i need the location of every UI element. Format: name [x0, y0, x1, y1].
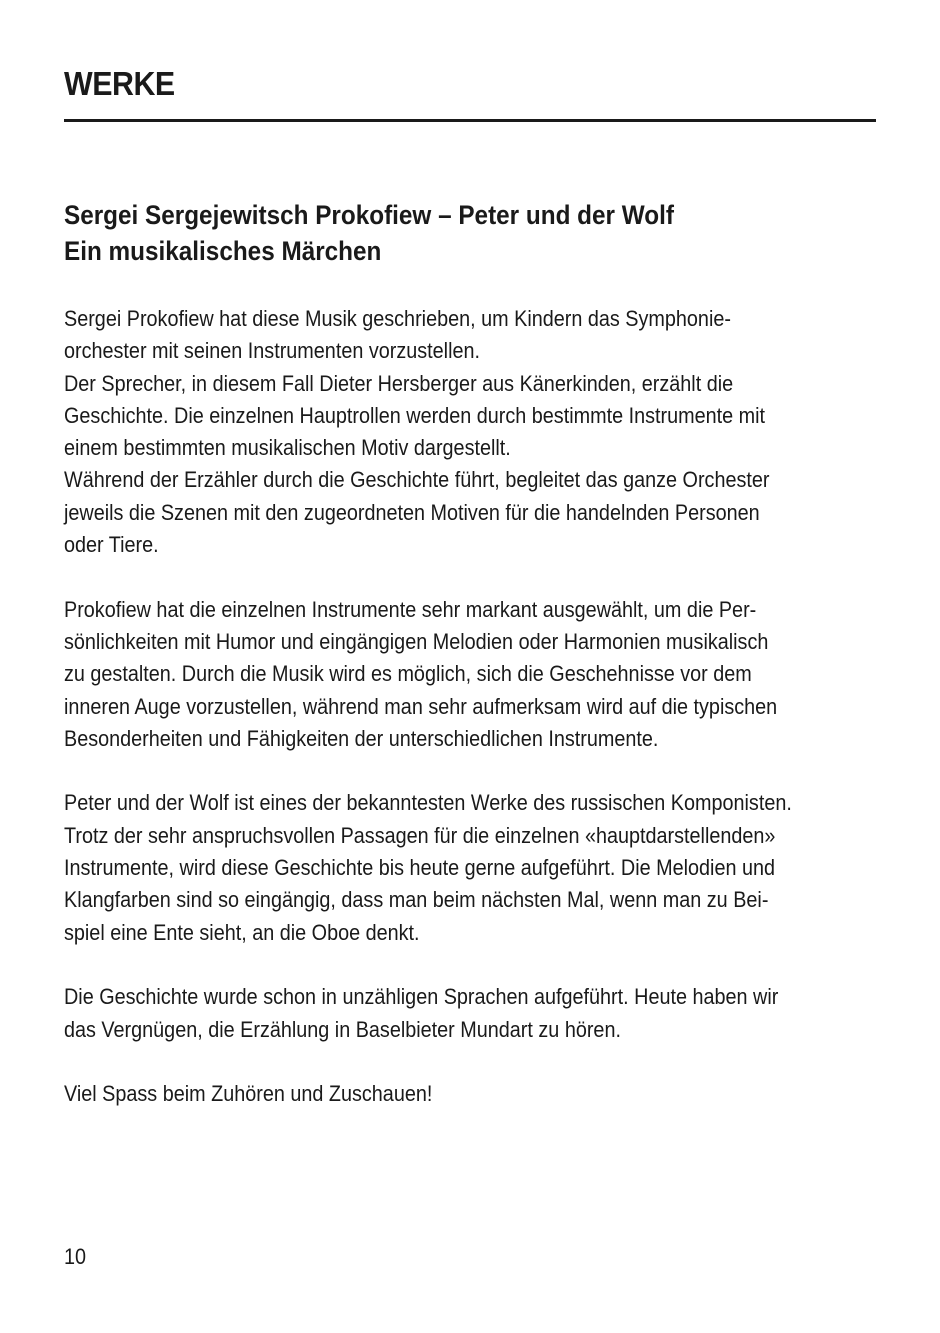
paragraph-instruments [64, 594, 874, 755]
page-number: 10 [64, 1244, 87, 1269]
text-line: Klangfarben sind so eingängig, dass man beim nächsten Mal, wenn man zu Bei- [64, 887, 769, 913]
text-line: Peter und der Wolf ist eines der bekanntesten Werke des russischen Komponisten. [64, 790, 792, 816]
work-subtitle: Ein musikalisches Märchen [64, 236, 382, 266]
text-line: inneren Auge vorzustellen, während man sehr aufmerksam wird auf die typischen [64, 693, 778, 719]
paragraph-languages [64, 981, 874, 1046]
paragraph-popularity [64, 787, 874, 948]
text-line: Trotz der sehr anspruchsvollen Passagen für die einzelnen «hauptdarstellenden» [64, 822, 776, 848]
header-divider [64, 119, 876, 122]
text-line: einem bestimmten musikalischen Motiv dargestellt. [64, 435, 511, 461]
section-title: WERKE [64, 65, 175, 102]
text-line: spiel eine Ente sieht, an die Oboe denkt. [64, 919, 420, 945]
text-line: zu gestalten. Durch die Musik wird es möglich, sich die Geschehnisse vor dem [64, 661, 752, 687]
text-line: orchester mit seinen Instrumenten vorzustellen. [64, 338, 480, 364]
text-line: Instrumente, wird diese Geschichte bis heute gerne aufgeführt. Die Melodien und [64, 855, 776, 881]
paragraph-closing [64, 1078, 874, 1110]
text-line: das Vergnügen, die Erzählung in Baselbieter Mundart zu hören. [64, 1016, 621, 1042]
body-text [64, 303, 874, 1143]
text-line: Die Geschichte wurde schon in unzähligen Sprachen aufgeführt. Heute haben wir [64, 984, 779, 1010]
text-line: jeweils die Szenen mit den zugeordneten Motiven für die handelnden Personen [64, 499, 760, 525]
text-line: Der Sprecher, in diesem Fall Dieter Hersberger aus Känerkinden, erzählt die [64, 370, 734, 396]
text-line: Besonderheiten und Fähigkeiten der unterschiedlichen Instrumente. [64, 725, 659, 751]
work-heading [64, 197, 674, 269]
text-line: Sergei Prokofiew hat diese Musik geschrieben, um Kindern das Symphonie- [64, 306, 731, 331]
text-line: Während der Erzähler durch die Geschichte führt, begleitet das ganze Orchester [64, 467, 770, 493]
text-line: Geschichte. Die einzelnen Hauptrollen werden durch bestimmte Instrumente mit [64, 402, 766, 428]
text-line: Viel Spass beim Zuhören und Zuschauen! [64, 1081, 433, 1107]
text-line: sönlichkeiten mit Humor und eingängigen Melodien oder Harmonien musikalisch [64, 628, 769, 654]
text-line: oder Tiere. [64, 532, 159, 558]
paragraph-intro [64, 303, 874, 561]
work-title: Sergei Sergejewitsch Prokofiew – Peter und der Wolf [64, 200, 674, 230]
text-line: Prokofiew hat die einzelnen Instrumente sehr markant ausgewählt, um die Per- [64, 596, 757, 622]
